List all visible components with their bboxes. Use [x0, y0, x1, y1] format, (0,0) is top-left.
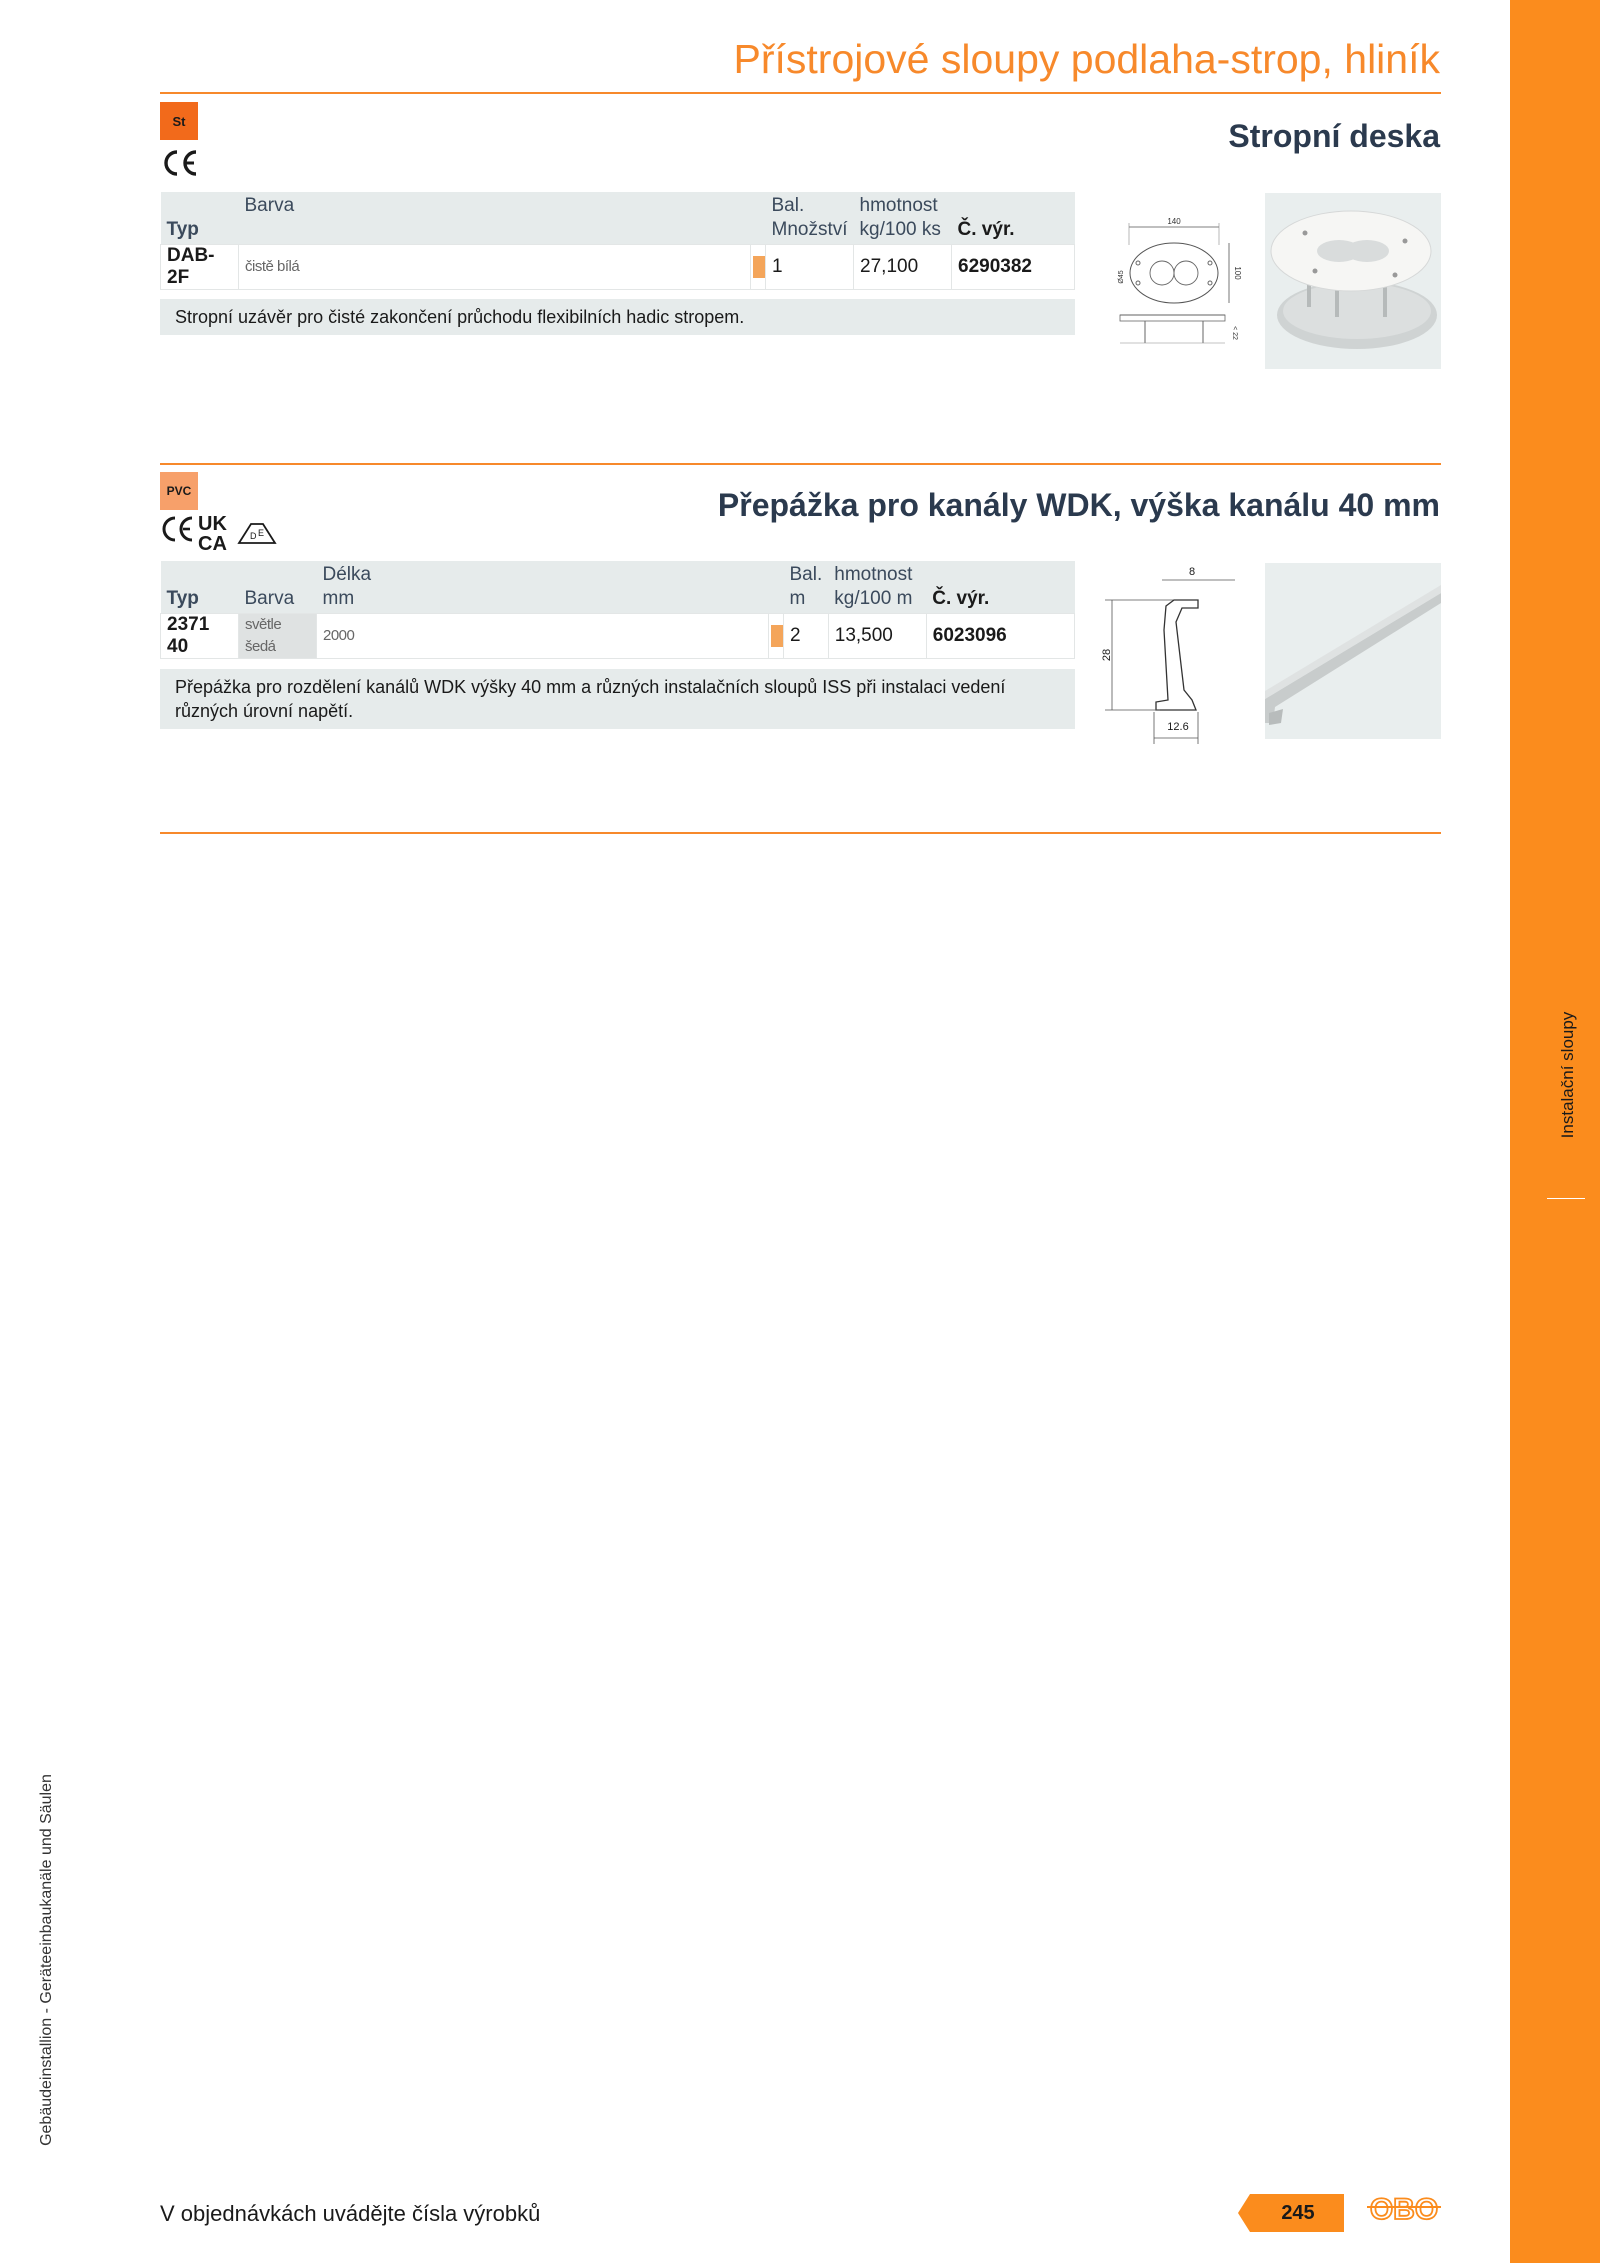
- cell-artno: 6023096: [926, 614, 1074, 659]
- section-rule: [160, 832, 1441, 834]
- side-tab: [1510, 0, 1600, 2263]
- footer-note: V objednávkách uvádějte čísla výrobků: [160, 2201, 541, 2226]
- row-marker: [769, 614, 784, 659]
- cell-weight: 13,500: [828, 614, 926, 659]
- svg-text:E: E: [258, 528, 265, 538]
- col-weight: hmotnost kg/100 m: [834, 564, 913, 609]
- technical-drawing: [1115, 215, 1240, 350]
- table-row: [161, 245, 1075, 290]
- product-description: Stropní uzávěr pro čisté zakončení průchodu flexibilních hadic stropem.: [160, 299, 1075, 335]
- svg-text:< 22: < 22: [1231, 326, 1238, 340]
- col-artno: Č. výr.: [957, 219, 1015, 240]
- vde-mark-icon: [239, 524, 275, 543]
- col-barva: Barva: [244, 588, 295, 609]
- col-bal: Bal. Množství: [771, 195, 848, 240]
- obo-logo: [1365, 2190, 1443, 2226]
- svg-text:8: 8: [1188, 566, 1196, 578]
- svg-text:12.6: 12.6: [1167, 721, 1189, 733]
- product-photo: [1265, 193, 1441, 369]
- cell-barva: světle šedá: [239, 614, 317, 659]
- svg-text:100: 100: [1233, 266, 1242, 280]
- left-vertical-caption: Gebäudeinstallion - Geräteeinbaukanäle und Säulen: [38, 1774, 55, 2146]
- row-marker: [751, 245, 766, 290]
- page-number-tab: [1238, 2194, 1344, 2232]
- col-bal: Bal. m: [789, 564, 823, 609]
- ce-mark-icon: [160, 148, 200, 178]
- side-tab-label: Instalační sloupy: [1558, 1011, 1577, 1139]
- product-title: Stropní deska: [1228, 118, 1440, 154]
- ukca-mark-icon: UK: [198, 513, 227, 535]
- cert-marks-icon: [160, 510, 286, 555]
- cell-bal: 2: [784, 614, 829, 659]
- col-delka: Délka mm: [322, 564, 372, 609]
- cell-artno: 6290382: [952, 245, 1075, 290]
- col-typ: Typ: [166, 588, 199, 609]
- svg-text:28: 28: [1101, 648, 1113, 662]
- page-number: 245: [1281, 2201, 1315, 2224]
- technical-drawing: [1100, 560, 1240, 745]
- spec-table: [160, 192, 1075, 290]
- section-rule: [160, 463, 1441, 465]
- cell-delka: 2000: [317, 614, 769, 659]
- product-description: Přepážka pro rozdělení kanálů WDK výšky 40 mm a různých instalačních sloupů ISS při instalaci vedení různých úrovní napětí.: [160, 669, 1075, 729]
- svg-text:D: D: [250, 531, 257, 541]
- cell-typ: 2371 40: [161, 614, 239, 659]
- cell-barva: čistě bílá: [239, 245, 751, 290]
- svg-text:CA: CA: [198, 533, 227, 555]
- svg-text:Ø45: Ø45: [1118, 270, 1125, 284]
- spec-table: [160, 561, 1075, 659]
- svg-text:OBO: OBO: [1369, 2193, 1439, 2226]
- side-tab-rule: [1547, 1198, 1585, 1199]
- col-weight: hmotnost kg/100 ks: [859, 195, 941, 240]
- product-title: Přepážka pro kanály WDK, výška kanálu 40 mm: [717, 487, 1440, 523]
- cell-bal: 1: [766, 245, 854, 290]
- material-badge-pvc: PVC: [160, 472, 198, 510]
- svg-text:140: 140: [1167, 217, 1181, 226]
- cell-weight: 27,100: [854, 245, 952, 290]
- col-artno: Č. výr.: [932, 588, 990, 609]
- col-barva: Barva: [244, 195, 295, 216]
- header-rule: [160, 92, 1441, 94]
- cell-typ: DAB-2F: [161, 245, 239, 290]
- product-photo: [1265, 563, 1441, 739]
- col-typ: Typ: [166, 219, 199, 240]
- table-row: [161, 614, 1075, 659]
- material-badge-st: St: [160, 102, 198, 140]
- page-title: Přístrojové sloupy podlaha-strop, hliník: [733, 36, 1440, 82]
